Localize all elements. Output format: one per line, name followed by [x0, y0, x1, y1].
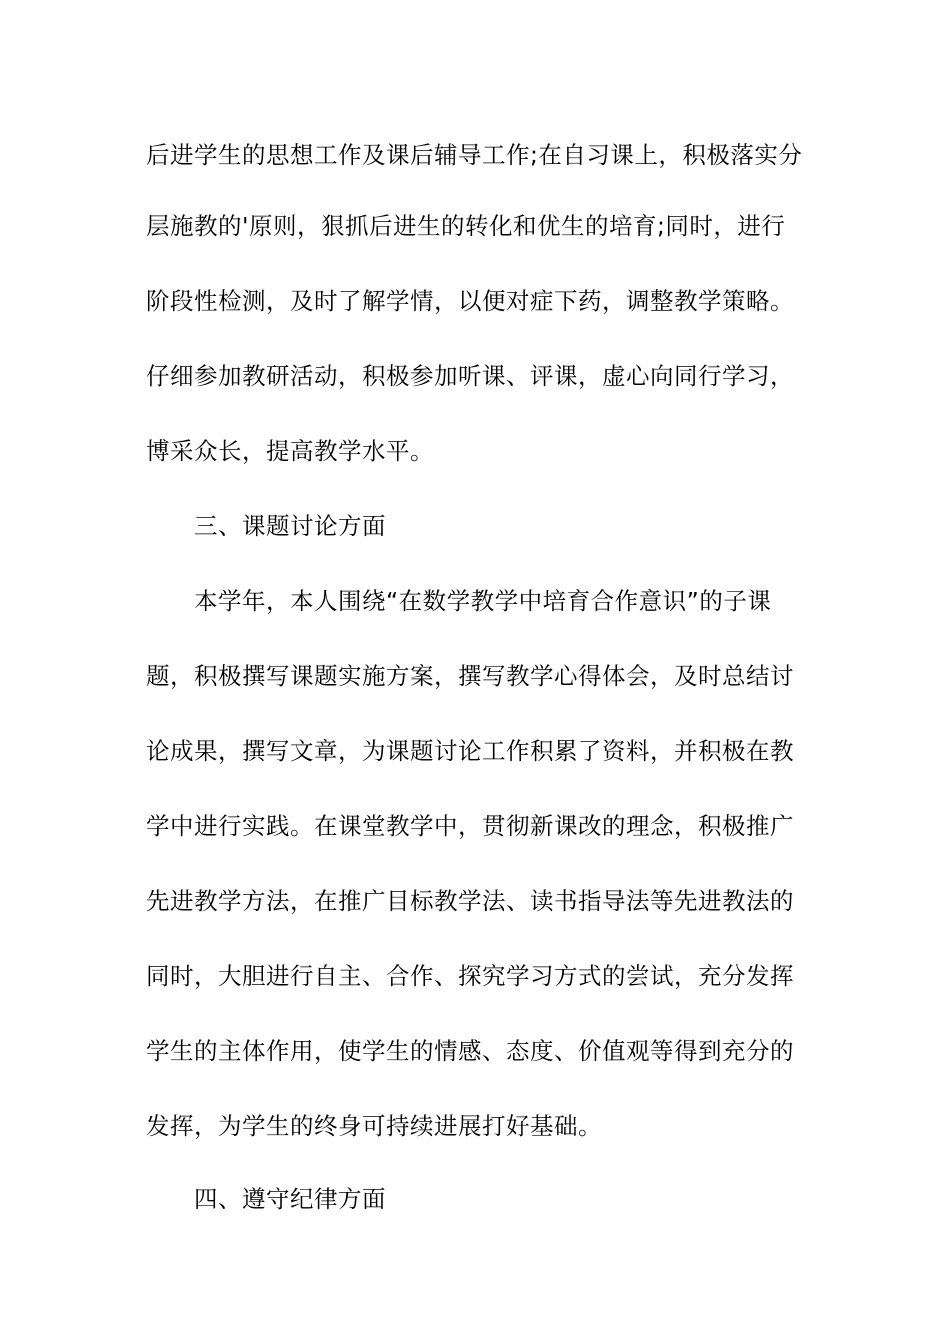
- paragraph-line: 同时，大胆进行自主、合作、探究学习方式的尝试，充分发挥: [146, 962, 794, 990]
- paragraph-line: 论成果，撰写文章，为课题讨论工作积累了资料，并积极在教: [146, 737, 794, 765]
- paragraph-line: 学生的主体作用，使学生的情感、态度、价值观等得到充分的: [146, 1037, 794, 1065]
- section-heading: 三、课题讨论方面: [194, 512, 386, 540]
- paragraph-line: 学中进行实践。在课堂教学中，贯彻新课改的理念，积极推广: [146, 812, 794, 840]
- paragraph-line: 层施教的'原则，狠抓后进生的转化和优生的培育;同时，进行: [146, 212, 786, 240]
- paragraph-line: 后进学生的思想工作及课后辅导工作;在自习课上，积极落实分: [146, 141, 803, 169]
- paragraph-line: 仔细参加教研活动，积极参加听课、评课，虚心向同行学习，: [146, 362, 794, 390]
- paragraph-line: 题，积极撰写课题实施方案，撰写教学心得体会，及时总结讨: [146, 662, 794, 690]
- paragraph-line: 本学年，本人围绕“在数学教学中培育合作意识”的子课: [194, 587, 772, 615]
- paragraph-line: 先进教学方法，在推广目标教学法、读书指导法等先进教法的: [146, 887, 794, 915]
- paragraph-line: 阶段性检测，及时了解学情，以便对症下药，调整教学策略。: [146, 287, 794, 315]
- paragraph-line: 博采众长，提高教学水平。: [146, 437, 434, 465]
- section-heading: 四、遵守纪律方面: [194, 1185, 386, 1213]
- paragraph-line: 发挥，为学生的终身可持续进展打好基础。: [146, 1112, 602, 1140]
